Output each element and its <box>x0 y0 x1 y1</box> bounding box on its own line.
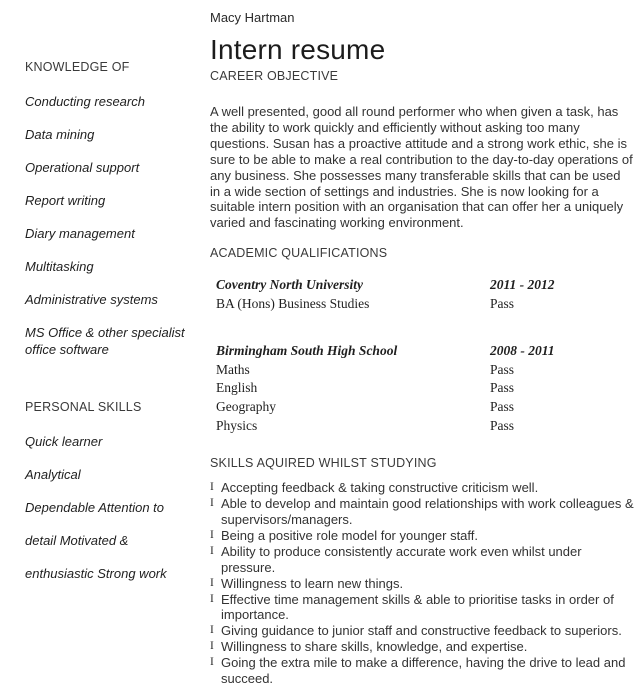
skill-text: Effective time management skills & able to prioritise tasks in order of importance. <box>221 591 614 623</box>
bullet-icon: I <box>210 640 214 653</box>
qualification-row <box>216 379 634 398</box>
career-objective-text: A well presented, good all round performer who when given a task, has the ability to work quickly and efficiently without asking too many questions. Susan has a proactive attitude and a strong work ethic, she is sure to be able to make a real contribution to the day-to-day operations of any business. She possesses many transferable skills that can be used in a wide section of settings and industries. She is now looking for a suitable intern position with an organisation that can offer her a uniquely varied and fascinating working environment. <box>210 104 633 231</box>
skill-list-item <box>210 544 634 576</box>
skill-list-item <box>210 496 634 528</box>
knowledge-item-data-mining: Data mining <box>25 127 95 142</box>
qualification-result: Pass <box>490 380 515 396</box>
person-name: Macy Hartman <box>210 10 295 25</box>
sidebar <box>25 60 197 598</box>
knowledge-item-ms-office: MS Office & other specialist office software <box>25 325 185 357</box>
skill-list-item <box>210 480 634 496</box>
personal-item-dependable: Dependable Attention to <box>25 500 165 515</box>
qualification-row <box>216 295 634 314</box>
qualification-subject: Maths <box>216 361 250 377</box>
bullet-icon: I <box>210 592 214 605</box>
qualification-result: Pass <box>490 296 515 312</box>
skill-list-item <box>210 576 634 592</box>
institution-period: 2008 - 2011 <box>490 342 555 358</box>
academic-qualifications-heading: ACADEMIC QUALIFICATIONS <box>210 246 388 261</box>
knowledge-item-diary-management: Diary management <box>25 226 135 241</box>
skills-acquired-heading: SKILLS AQUIRED WHILST STUDYING <box>210 456 437 471</box>
skill-text: Accepting feedback & taking constructive criticism well. <box>221 480 539 496</box>
qualification-subject: Geography <box>216 399 276 415</box>
knowledge-item-operational-support: Operational support <box>25 160 140 175</box>
skill-text: Going the extra mile to make a difference, having the drive to lead and succeed. <box>221 655 626 687</box>
qualification-result: Pass <box>490 361 515 377</box>
qualification-result: Pass <box>490 417 515 433</box>
education-entry-header <box>216 275 634 295</box>
bullet-icon: I <box>210 497 214 510</box>
personal-item-enthusiastic: enthusiastic Strong work <box>25 566 167 581</box>
skill-list-item <box>210 655 634 687</box>
skill-text: Being a positive role model for younger staff. <box>221 527 479 543</box>
bullet-icon: I <box>210 576 214 589</box>
knowledge-item-administrative-systems: Administrative systems <box>25 292 158 307</box>
qualification-row <box>216 398 634 417</box>
qualification-row <box>216 361 634 380</box>
skill-text: Ability to produce consistently accurate work even whilst under pressure. <box>221 543 582 575</box>
knowledge-item-conducting-research: Conducting research <box>25 94 145 109</box>
personal-item-detail-motivated: detail Motivated & <box>25 533 129 548</box>
qualification-row <box>216 417 634 436</box>
qualification-subject: English <box>216 380 258 396</box>
personal-skills-heading: PERSONAL SKILLS <box>25 400 142 414</box>
page-title: Intern resume <box>210 34 386 65</box>
resume-main-content <box>210 0 634 687</box>
qualification-subject: Physics <box>216 417 258 433</box>
institution-name: Birmingham South High School <box>216 342 398 358</box>
knowledge-item-report-writing: Report writing <box>25 193 106 208</box>
education-entry-high-school <box>210 341 634 435</box>
bullet-icon: I <box>210 481 214 494</box>
knowledge-item-multitasking: Multitasking <box>25 259 94 274</box>
career-objective-heading: CAREER OBJECTIVE <box>210 69 339 83</box>
bullet-icon: I <box>210 544 214 557</box>
skill-text: Willingness to share skills, knowledge, and expertise. <box>221 639 528 655</box>
skills-list <box>210 480 634 687</box>
education-entry-header <box>216 341 634 361</box>
personal-item-quick-learner: Quick learner <box>25 434 103 449</box>
education-entry-university <box>210 275 634 314</box>
bullet-icon: I <box>210 624 214 637</box>
skill-list-item <box>210 592 634 624</box>
skill-list-item <box>210 528 634 544</box>
bullet-icon: I <box>210 528 214 541</box>
institution-name: Coventry North University <box>216 277 363 293</box>
personal-item-analytical: Analytical <box>25 467 81 482</box>
skill-text: Able to develop and maintain good relationships with work colleagues & supervisors/managers. <box>221 496 634 528</box>
qualification-subject: BA (Hons) Business Studies <box>216 296 370 312</box>
skill-text: Giving guidance to junior staff and constructive feedback to superiors. <box>221 623 622 639</box>
bullet-icon: I <box>210 656 214 669</box>
skill-list-item <box>210 639 634 655</box>
knowledge-of-heading: KNOWLEDGE OF <box>25 60 130 74</box>
institution-period: 2011 - 2012 <box>490 277 555 293</box>
skill-list-item <box>210 623 634 639</box>
qualification-result: Pass <box>490 399 515 415</box>
skill-text: Willingness to learn new things. <box>221 575 404 591</box>
